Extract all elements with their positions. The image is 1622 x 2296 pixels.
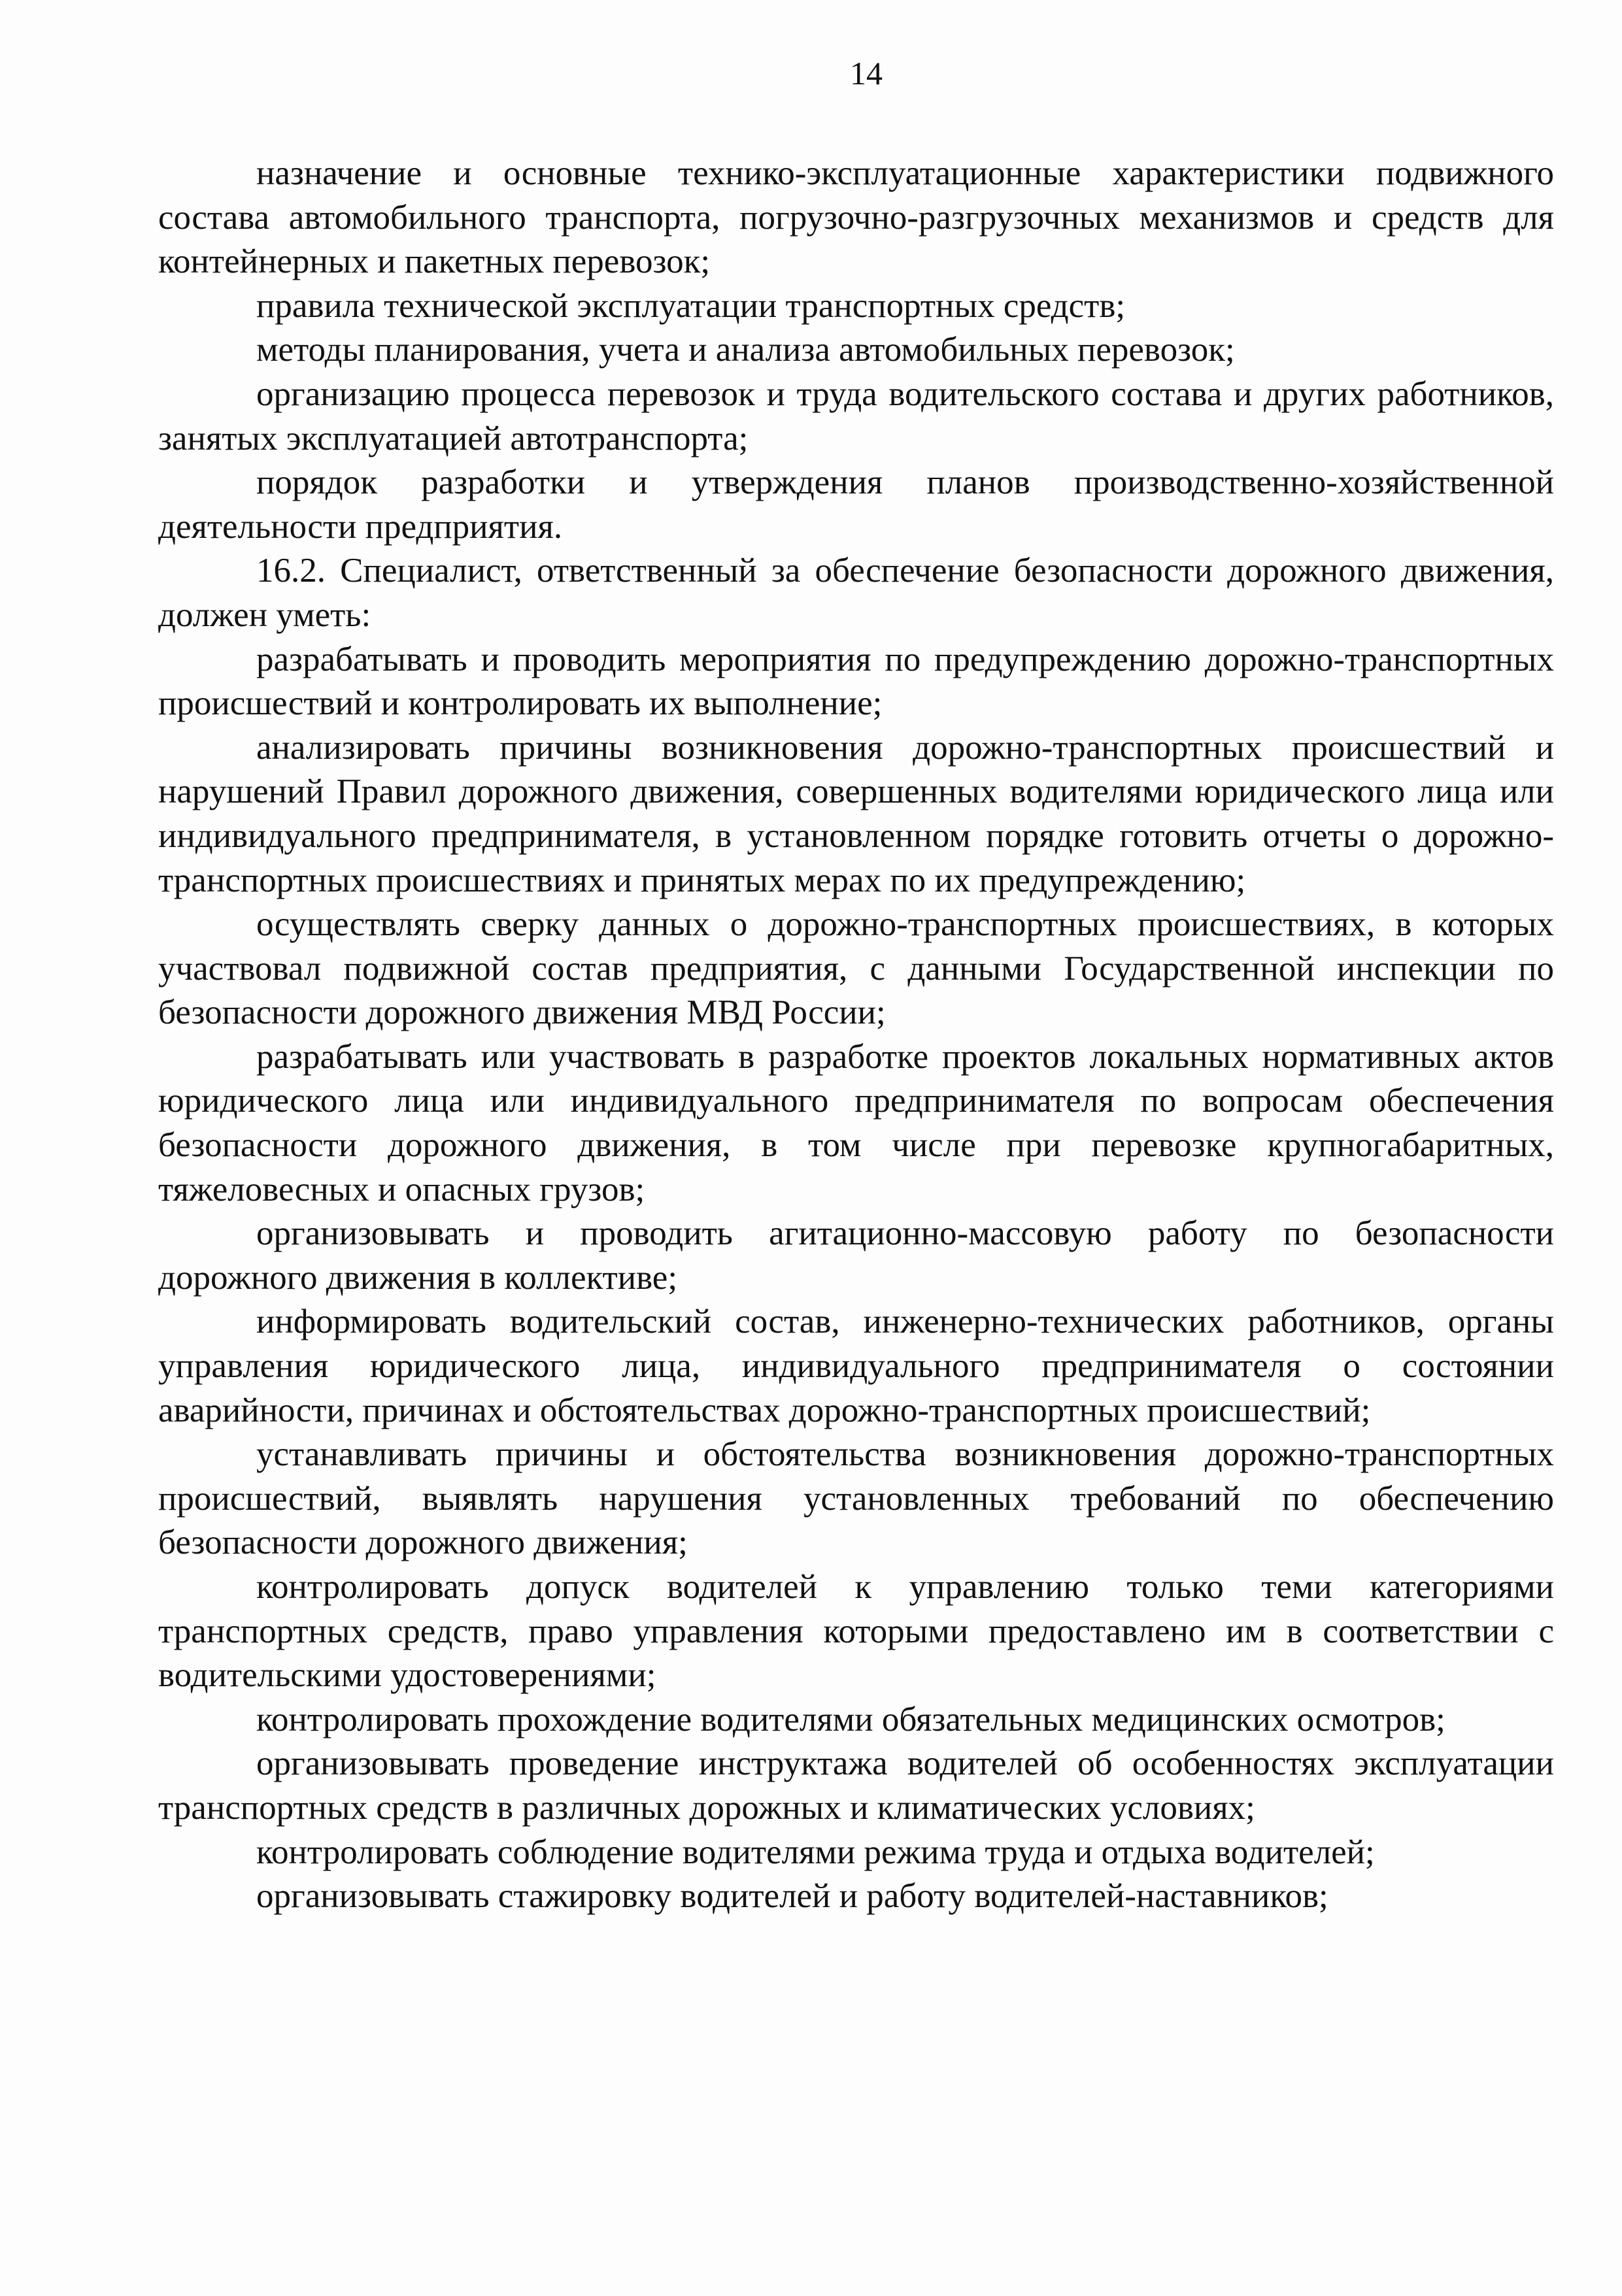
- paragraph: разрабатывать и проводить мероприятия по предупреждению дорожно-транспортных происшествий и контролировать их выполнение;: [158, 640, 1554, 723]
- paragraph: контролировать соблюдение водителями режима труда и отдыха водителей;: [256, 1833, 1375, 1871]
- paragraph: организовывать стажировку водителей и работу водителей-наставников;: [256, 1877, 1328, 1916]
- paragraph: контролировать допуск водителей к управлению только теми категориями транспортных средств, право управления которыми предоставлено им в соответствии с водительскими удостоверениями;: [158, 1568, 1554, 1695]
- paragraph: контролировать прохождение водителями обязательных медицинских осмотров;: [256, 1700, 1445, 1739]
- paragraph: методы планирования, учета и анализа автомобильных перевозок;: [256, 331, 1235, 369]
- paragraph: назначение и основные технико-эксплуатационные характеристики подвижного состава автомобильного транспорта, погрузочно-разгрузочных механизмов и средств для контейнерных и пакетных перевозок;: [158, 154, 1554, 281]
- paragraph: анализировать причины возникновения дорожно-транспортных происшествий и нарушений Правил дорожного движения, совершенных водителями юридического лица или индивидуального предпринимателя, в установленном порядке готовить отчеты о дорожно-транспортных происшествиях и принятых мерах по их предупреждению;: [158, 728, 1554, 899]
- paragraph: организовывать и проводить агитационно-массовую работу по безопасности дорожного движения в коллективе;: [158, 1214, 1554, 1297]
- paragraph: осуществлять сверку данных о дорожно-транспортных происшествиях, в которых участвовал подвижной состав предприятия, с данными Государственной инспекции по безопасности дорожного движения МВД России;: [158, 905, 1554, 1032]
- paragraph: правила технической эксплуатации транспортных средств;: [256, 286, 1126, 325]
- section-heading-16-2: 16.2. Специалист, ответственный за обеспечение безопасности дорожного движения, должен уметь:: [158, 552, 1554, 634]
- paragraph: устанавливать причины и обстоятельства возникновения дорожно-транспортных происшествий, выявлять нарушения установленных требований по обеспечению безопасности дорожного движения;: [158, 1435, 1554, 1562]
- paragraph: порядок разработки и утверждения планов производственно-хозяйственной деятельности предприятия.: [158, 463, 1554, 546]
- paragraph: информировать водительский состав, инженерно-технических работников, органы управления юридического лица, индивидуального предпринимателя о состоянии аварийности, причинах и обстоятельствах дорожно-транспортных происшествий;: [158, 1303, 1554, 1429]
- paragraph: разрабатывать или участвовать в разработке проектов локальных нормативных актов юридического лица или индивидуального предпринимателя по вопросам обеспечения безопасности дорожного движения, в том числе при перевозке крупногабаритных, тяжеловесных и опасных грузов;: [158, 1037, 1554, 1208]
- paragraph: организацию процесса перевозок и труда водительского состава и других работников, занятых эксплуатацией автотранспорта;: [158, 374, 1554, 458]
- page-number: 14: [850, 55, 883, 92]
- document-body: [158, 152, 1554, 1919]
- paragraph: организовывать проведение инструктажа водителей об особенностях эксплуатации транспортных средств в различных дорожных и климатических условиях;: [158, 1744, 1554, 1827]
